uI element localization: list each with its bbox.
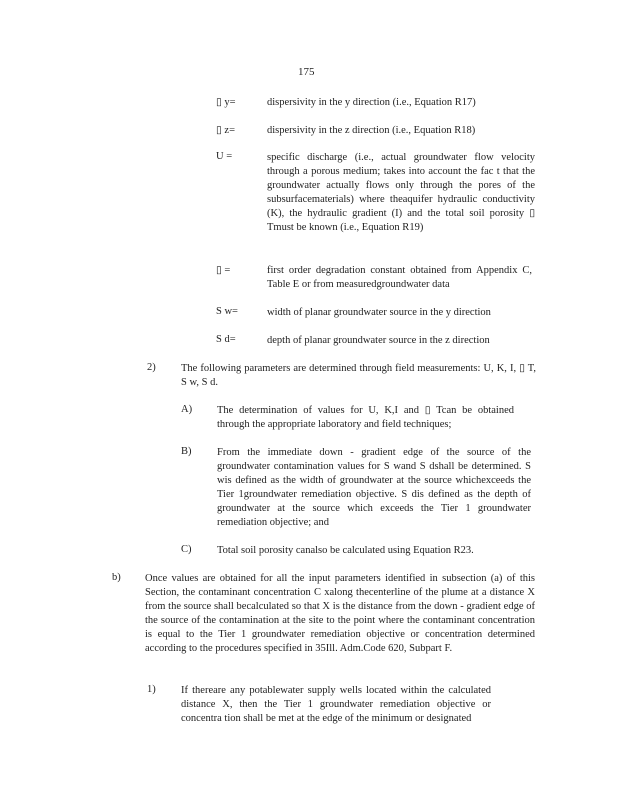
item-2c-text: Total soil porosity canalso be calculated using Equation R23.: [217, 545, 474, 556]
definition-term-dispersivity-z: ▯ z=: [216, 125, 235, 136]
definition-term-specific-discharge: U =: [216, 151, 233, 162]
definition-text-dispersivity-z: dispersivity in the z direction (i.e., Equation R18): [267, 125, 476, 136]
item-b1-label: 1): [147, 684, 156, 695]
item-2-number: 2): [147, 362, 156, 373]
item-b1-text: If thereare any potablewater supply wells located within the calculated distance X, then the Tier 1 groundwater remediation objective or concentra tion shall be met at the edge of the minimum or designated: [181, 685, 491, 724]
item-2a-text: The determination of values for U, K,I and ▯ Tcan be obtained through the appropriate laboratory and field techniques;: [217, 405, 514, 430]
item-2-text: The following parameters are determined through field measurements: U, K, I, ▯ T, S w, S d.: [181, 363, 536, 388]
definition-text-source-width: width of planar groundwater source in the y direction: [267, 307, 491, 318]
definition-text-dispersivity-y: dispersivity in the y direction (i.e., Equation R17): [267, 97, 476, 108]
page-number: 175: [298, 66, 315, 78]
definition-text-specific-discharge: specific discharge (i.e., actual groundwater flow velocity through a porous medium; takes into account the fac t that the groundwater actually flows only through the pores of the subsurfacematerials) where theaquifer hydraulic conductivity (K), the hydraulic gradient (I) and the total soil porosity ▯ Tmust be known (i.e., Equation R19): [267, 152, 535, 233]
item-2b-label: B): [181, 446, 192, 457]
item-b-label: b): [112, 572, 121, 583]
definition-term-source-depth: S d=: [216, 334, 236, 345]
definition-term-source-width: S w=: [216, 306, 238, 317]
definition-term-dispersivity-y: ▯ y=: [216, 97, 236, 108]
item-2b-text: From the immediate down - gradient edge of the source of the groundwater contamination values for S wand S dshall be determined. S wis defined as the width of groundwater at the source whichexceeds the Tier 1groundwater remediation objective. S dis defined as the depth of groundwater at the source which exceeds the Tier 1 groundwater remediation objective; and: [217, 447, 531, 528]
definition-text-source-depth: depth of planar groundwater source in the z direction: [267, 335, 490, 346]
item-2a-label: A): [181, 404, 193, 415]
definition-text-degradation-constant: first order degradation constant obtained from Appendix C, Table E or from measuredgroundwater data: [267, 265, 532, 290]
definition-term-degradation-constant: ▯ =: [216, 265, 231, 276]
item-2c-label: C): [181, 544, 192, 555]
item-b-text: Once values are obtained for all the input parameters identified in subsection (a) of this Section, the contaminant concentration C xalong thecenterline of the plume at a distance X from the source shall becalculated so that X is the distance from the down - gradient edge of the source of the contamination at the site to the point where the contaminant concentration is equal to the Tier 1 groundwater remediation objective or concentration determined according to the procedures specified in 35Ill. Adm.Code 620, Subpart F.: [145, 573, 535, 654]
